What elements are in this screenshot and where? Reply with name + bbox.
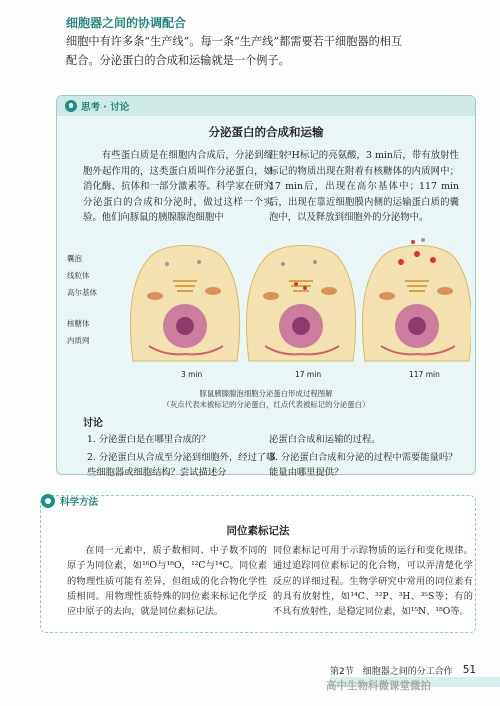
- method-title: 同位素标记法: [226, 525, 290, 537]
- question-2: 2. 分泌蛋白从合成至分泌到细胞外，经过了哪些细胞器或细胞结构？尝试描述分: [87, 452, 276, 478]
- time-3min: 3 min: [181, 370, 203, 379]
- cell-figure: [63, 236, 471, 386]
- think-box-title: 分泌蛋白的合成和运输: [208, 125, 324, 139]
- label-golgi: 高尔基体: [67, 288, 97, 297]
- caption-title: 豚鼠胰腺腺泡细胞分泌蛋白形成过程图解: [199, 389, 333, 398]
- think-discuss-box: [56, 95, 476, 478]
- cell-117min: [362, 238, 471, 361]
- question-3: 3. 分泌蛋白合成和分泌的过程中需要能量吗？能量由哪里提供？: [269, 452, 458, 478]
- label-mitochondria: 线粒体: [67, 271, 90, 280]
- cell-17min: [246, 246, 355, 362]
- lightbulb-icon: [65, 100, 77, 112]
- figure-caption: [57, 388, 475, 410]
- method-tag: [41, 492, 98, 510]
- method-tag-label: 科学方法: [60, 497, 99, 508]
- discussion-title: 讨论: [83, 418, 103, 429]
- science-method-box: [40, 495, 476, 633]
- time-17min: 17 min: [295, 370, 322, 379]
- caption-note: （灰点代表未被标记的分泌蛋白，红点代表被标记的分泌蛋白）: [162, 400, 370, 409]
- think-right-text: 注射³H标记的亮氨酸，3 min后，带有放射性标记的物质出现在附着有核糖体的内质网中；17 min后，出现在高尔基体中；117 min后，出现在靠近细胞膜内侧的运输蛋白质的囊泡中，以及释放到细胞外的分泌物中。: [269, 150, 459, 223]
- method-left-text: 在同一元素中，质子数相同、中子数不同的原子为同位素，如¹⁶O与¹⁸O，¹²C与¹⁴C。同位素的物理性质可能有差异，但组成的化合物化学性质相同。用物理性质特殊的同位素来标记化学反应中原子的去向，就是同位素标记法。: [67, 545, 267, 618]
- cell-3min: [130, 246, 239, 362]
- figure-labels: [67, 253, 97, 352]
- question-1: 1. 分泌蛋白是在哪里合成的？: [87, 434, 211, 445]
- think-left-text: 有些蛋白质是在细胞内合成后，分泌到细胞外起作用的，这类蛋白质叫作分泌蛋白，如消化酶、抗体和一部分激素等。科学家在研究分泌蛋白的合成和分泌时，做过这样一个实验。他们向豚鼠的胰腺腺泡细胞中: [83, 150, 273, 223]
- gear-icon: [41, 494, 55, 508]
- section-heading: 细胞器之间的协调配合: [66, 16, 187, 30]
- label-vesicle: 囊泡: [67, 254, 82, 263]
- label-er: 内质网: [67, 336, 90, 345]
- watermark-text: 高中生物科微课堂微拍: [326, 680, 431, 692]
- page-footer: [330, 664, 476, 677]
- page-number: 51: [462, 664, 477, 676]
- cell-diagrams: [125, 236, 471, 386]
- intro-paragraph: 细胞中有许多条“生产线”。每一条“生产线”都需要若干细胞器的相互配合。分泌蛋白的合成和运输就是一个例子。: [66, 35, 403, 67]
- label-ribosome: 核糖体: [67, 319, 90, 328]
- think-tag: [65, 99, 129, 113]
- question-2-cont: 泌蛋白合成和运输的过程。: [269, 434, 381, 445]
- method-right-text: 同位素标记可用于示踪物质的运行和变化规律。通过追踪同位素标记的化合物，可以弄清楚化学反应的详细过程。生物学研究中常用的同位素有的具有放射性，如¹⁴C、³²P、³H、³⁵S等；有的不具有放射性，是稳定同位素，如¹⁵N、¹⁸O等。: [273, 545, 473, 618]
- footer-section: 第2节 细胞器之间的分工合作: [330, 667, 453, 677]
- think-tag-label: 思考 · 讨论: [81, 102, 130, 113]
- time-117min: 117 min: [409, 370, 440, 379]
